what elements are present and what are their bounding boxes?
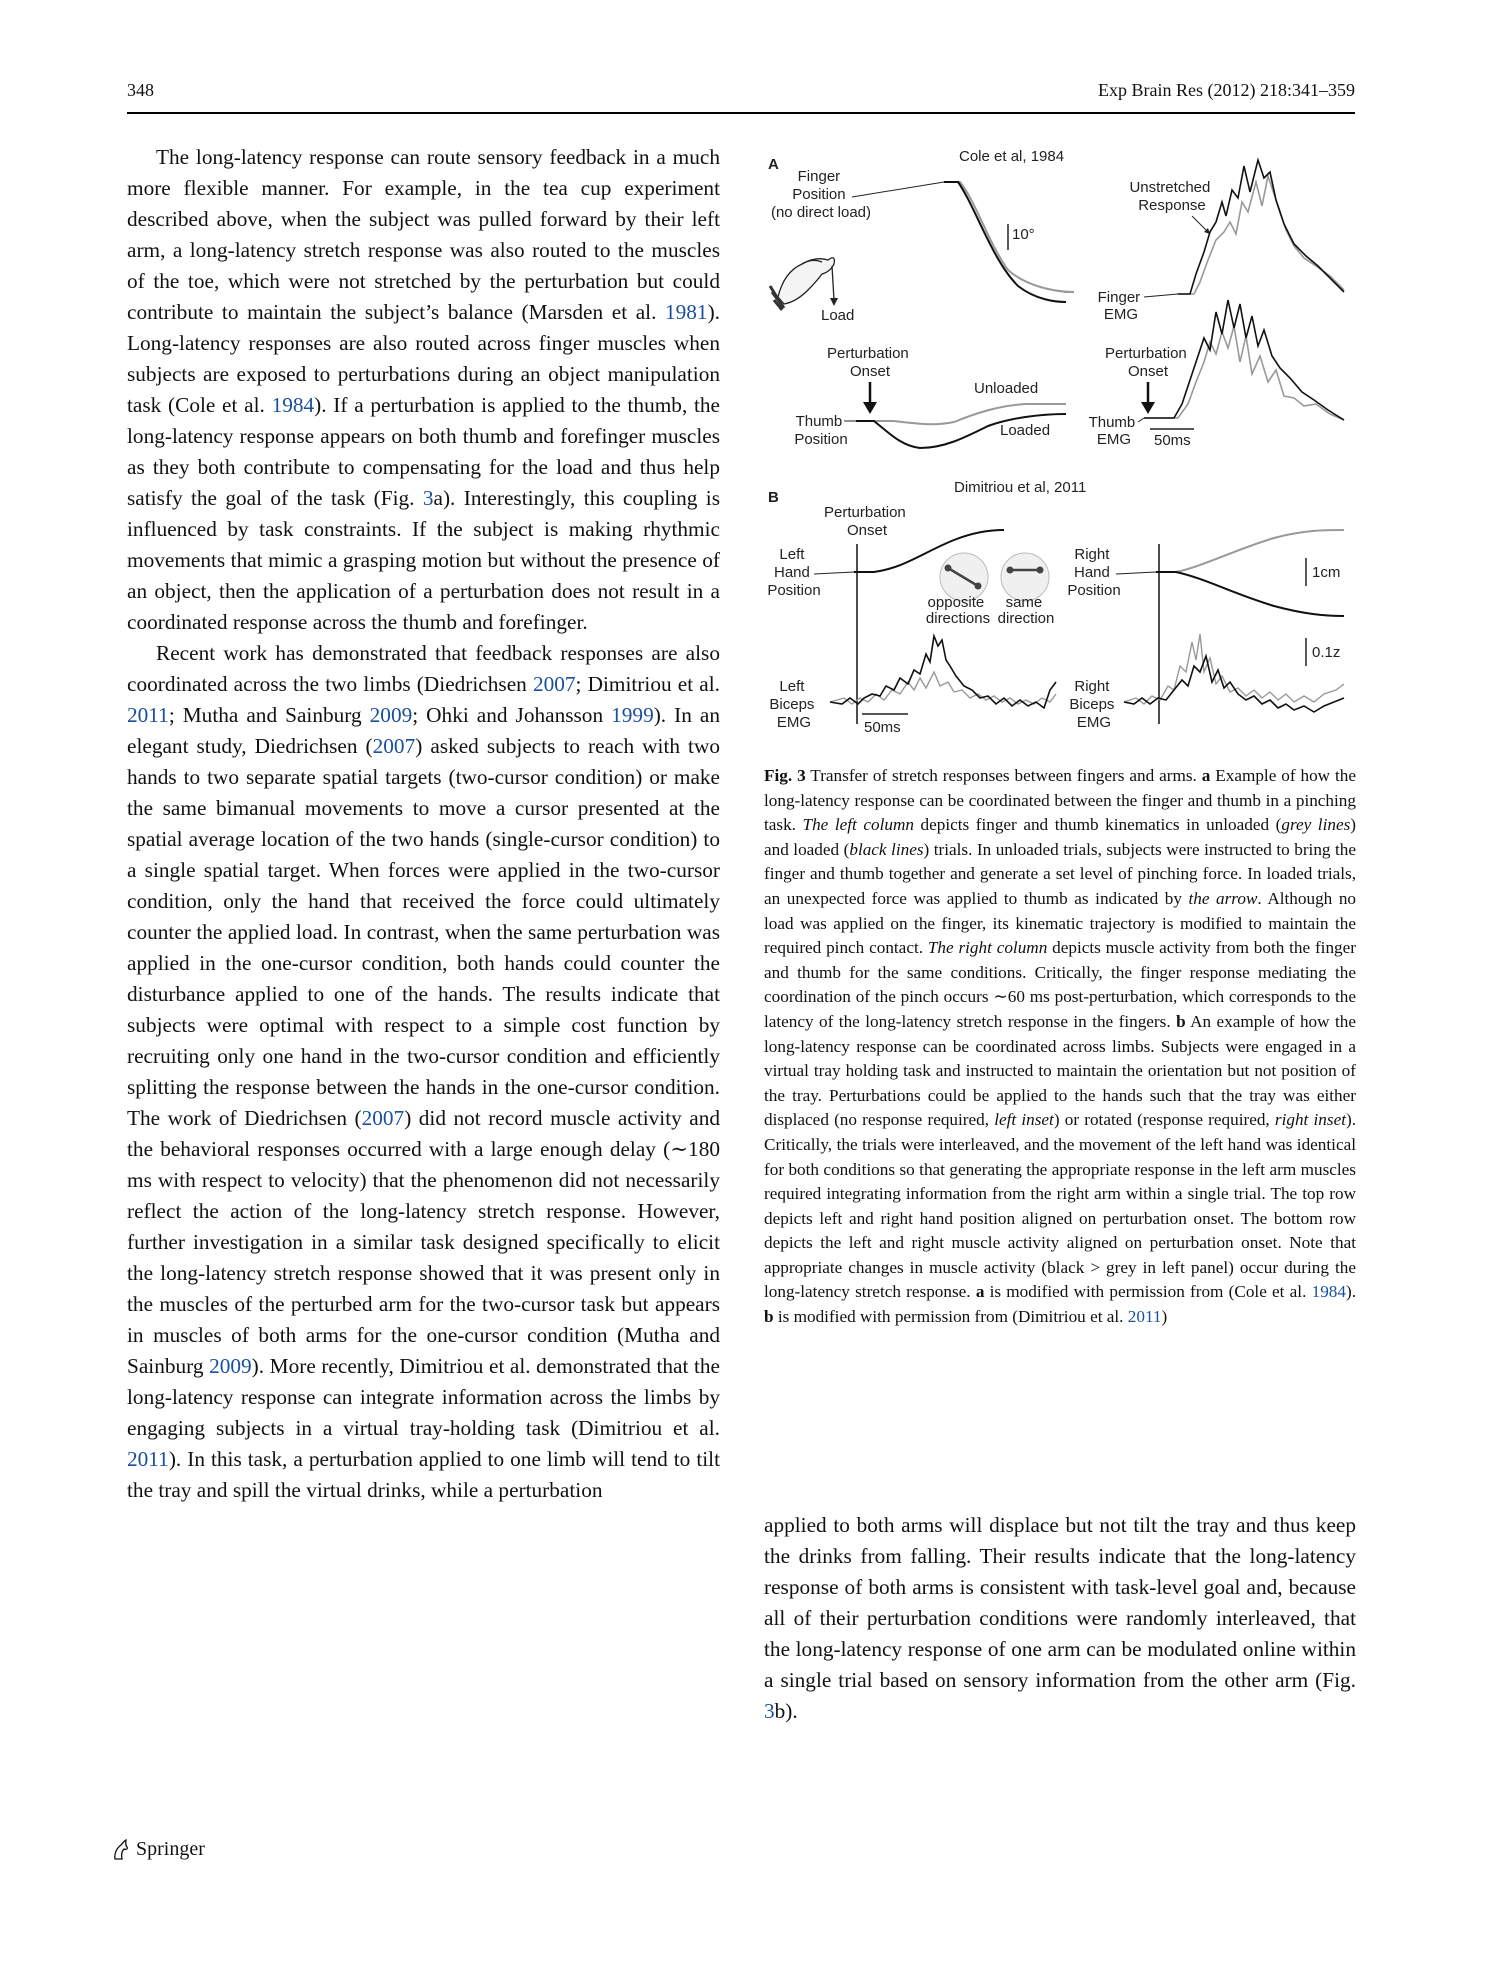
- citation-link[interactable]: 1981: [664, 300, 708, 324]
- caption-run: ) trials. In unloaded trials, subjects were instructed to bring the finger and thumb together and generate a set level of pinching force. In loaded trials, an unexpected force was applied to thumb as indicated by: [764, 839, 1357, 908]
- figure-caption: [764, 764, 1356, 1330]
- thumb-emg-label: [1089, 414, 1140, 448]
- scale-deg-label: 10°: [1012, 226, 1035, 243]
- label-line: direction: [997, 610, 1055, 627]
- text-run: ; Mutha and Sainburg: [168, 703, 370, 727]
- left-biceps-emg-loaded-trace: [830, 636, 1056, 708]
- text-run: b).: [774, 1699, 798, 1723]
- perturbation-onset-label-a-left: [827, 345, 913, 380]
- right-biceps-emg-unloaded-trace: [1124, 634, 1344, 704]
- label-line: Finger: [1097, 289, 1141, 306]
- right-hand-leader: [1116, 572, 1156, 574]
- thumb-emg-unloaded-trace: [1144, 326, 1344, 420]
- publisher-name: Springer: [136, 1838, 205, 1860]
- journal-reference: Exp Brain Res (2012) 218:341–359: [1098, 80, 1355, 100]
- caption-run: The right column: [927, 938, 1048, 958]
- paragraph-continued: [764, 1510, 1356, 1727]
- label-line: same: [1005, 594, 1043, 611]
- label-line: Right: [1074, 546, 1110, 563]
- caption-run: b: [764, 1307, 774, 1327]
- right-hand-position-label: [1067, 546, 1120, 599]
- label-line: Biceps: [769, 696, 815, 713]
- text-run: ) asked subjects to reach with two hands to two separate spatial targets (two-cursor condition) or make the same bimanual movements to move a cursor presented at the spatial average location of the two hands (single-cursor condition) to a single spatial target. When forces were applied in the two-cursor condition, only the hand that received the force could ultimately counter the applied load. In contrast, when the same perturbation was applied in the one-cursor condition, both hands could counter the disturbance applied to one of the hands. The results indicate that subjects were optimal with respect to a simple cost function by recruiting only one hand in the two-cursor condition and efficiently splitting the response between the hands in the one-cursor condition. The work of Diedrichsen (: [127, 734, 720, 1130]
- label-line: EMG: [1096, 431, 1132, 448]
- label-line: Unstretched: [1129, 179, 1211, 196]
- citation-link[interactable]: 2007: [372, 734, 416, 758]
- panel-a-source: Cole et al, 1984: [959, 148, 1065, 165]
- right-biceps-emg-loaded-trace: [1124, 656, 1344, 712]
- text-run: Recent work has demonstrated that feedback responses are also coordinated across the two limbs (Diedrichsen: [127, 641, 720, 696]
- unloaded-label: Unloaded: [974, 380, 1039, 397]
- caption-run: depicts muscle activity from both the finger and thumb for the same conditions. Critically, the finger response mediating the coordination of the pinch occurs ∼60 ms post-perturbation, which corresponds to the latency of the long-latency stretch response in the fingers.: [764, 938, 1356, 1031]
- text-run: ). In an elegant study, Diedrichsen (: [127, 703, 720, 758]
- unstretched-response-label: [1129, 179, 1214, 214]
- citation-link[interactable]: 2007: [361, 1106, 405, 1130]
- caption-run: ). Critically, the trials were interleaved, and the movement of the left hand was identical for both conditions so that generating the appropriate response in the left arm muscles required integrating information from the right arm within a single trial. The top row depicts left and right hand position aligned on perturbation onset. The bottom row depicts the left and right muscle activity aligned on perturbation onset. Note that appropriate changes in muscle activity (black > grey in left panel) occur during the long-latency stretch response.: [764, 1110, 1357, 1302]
- scale-01z-label: 0.1z: [1312, 644, 1341, 661]
- caption-run: black lines: [849, 839, 924, 859]
- citation-link[interactable]: 2011: [127, 1447, 169, 1471]
- label-line: Perturbation: [824, 504, 906, 521]
- label-line: EMG: [776, 714, 812, 731]
- springer-horse-icon: [112, 1839, 130, 1861]
- right-column-text: [764, 1510, 1356, 1727]
- caption-run: b: [1176, 1011, 1186, 1031]
- caption-run: is modified with permission from (Cole et al.: [984, 1282, 1312, 1302]
- caption-run: grey lines: [1281, 815, 1351, 835]
- perturbation-onset-label-a-right: [1105, 345, 1191, 380]
- right-biceps-emg-label: [1069, 678, 1118, 731]
- label-line: Biceps: [1069, 696, 1115, 713]
- caption-run: Fig. 3: [764, 766, 806, 785]
- caption-run: depicts finger and thumb kinematics in unloaded (: [913, 815, 1282, 835]
- left-hand-leader: [814, 572, 854, 574]
- text-run: a). Interestingly, this coupling is influenced by task constraints. If the subject is making rhythmic movements that mimic a grasping motion but without the presence of an object, then the application of a perturbation does not result in a coordinated response across the thumb and forefinger.: [127, 486, 720, 634]
- label-line: Finger: [797, 168, 841, 185]
- text-run: The long-latency response can route sensory feedback in a much more flexible manner. For example, in the tea cup experiment described above, when the subject was pulled forward by their left arm, a long-latency stretch response was also routed to the muscles of the toe, which were not stretched by the perturbation but could contribute to maintain the subject’s balance (Marsden et al.: [127, 145, 720, 324]
- caption-run: left inset: [994, 1110, 1054, 1130]
- citation-link[interactable]: 2007: [532, 672, 576, 696]
- panel-b-source: Dimitriou et al, 2011: [954, 479, 1087, 496]
- perturbation-arrowhead-a-right: [1141, 402, 1155, 414]
- perturbation-arrowhead-a-left: [863, 402, 877, 414]
- label-line: EMG: [1103, 306, 1139, 323]
- label-line: Position: [792, 186, 846, 203]
- scale-50ms-label-b: 50ms: [864, 719, 901, 736]
- left-hand-position-label: [767, 546, 820, 599]
- label-line: Perturbation: [827, 345, 909, 362]
- citation-link[interactable]: 2011: [1127, 1307, 1162, 1327]
- label-line: Thumb: [1088, 414, 1136, 431]
- footer: [112, 1838, 205, 1861]
- citation-link[interactable]: 1984: [1311, 1282, 1346, 1302]
- text-run: ; Dimitriou et al.: [575, 672, 720, 696]
- text-run: ). If a perturbation is applied to the thumb, the long-latency response appears on both thumb and forefinger muscles as they both contribute to compensating for the load and thus help satisfy the goal of the task (Fig.: [127, 393, 720, 510]
- finger-position-label: [771, 168, 871, 221]
- thumb-position-label: [794, 413, 847, 448]
- caption-run: ): [1161, 1307, 1168, 1327]
- finger-emg-leader: [1144, 294, 1178, 297]
- citation-link[interactable]: 2009: [369, 703, 413, 727]
- label-line: Onset: [846, 522, 888, 539]
- label-line: Left: [779, 678, 805, 695]
- scale-50ms-label-a: 50ms: [1154, 432, 1191, 449]
- caption-run: ) and loaded (: [764, 815, 1357, 859]
- caption-run: The left column: [802, 815, 914, 835]
- label-line: Position: [794, 431, 848, 448]
- text-run: ). Long-latency responses are also routed across finger muscles when subjects are exposed to perturbations during an object manipulation task (Cole et al.: [127, 300, 720, 417]
- caption-run: is modified with permission from (Dimitriou et al.: [773, 1307, 1128, 1327]
- label-line: (no direct load): [770, 204, 872, 221]
- perturbation-onset-label-b: [824, 504, 910, 539]
- caption-run: Transfer of stretch responses between fingers and arms.: [805, 766, 1202, 785]
- finger-position-leader: [852, 182, 944, 197]
- label-line: Onset: [1127, 363, 1169, 380]
- caption-run: ).: [1345, 1282, 1356, 1302]
- same-direction-label: [998, 594, 1055, 627]
- text-run: applied to both arms will displace but not tilt the tray and thus keep the drinks from falling. Their results indicate that the long-latency response of both arms is consistent with task-level goal and, because all of their perturbation conditions were randomly interleaved, that the long-latency response of one arm can be modulated online within a single trial based on sensory information from the other arm (Fig.: [764, 1513, 1356, 1692]
- label-line: Hand: [1073, 564, 1110, 581]
- figure-link[interactable]: 3: [422, 486, 434, 510]
- label-line: Thumb: [795, 413, 843, 430]
- citation-link[interactable]: 2011: [127, 703, 169, 727]
- label-line: Position: [1067, 582, 1121, 599]
- citation-link[interactable]: 2009: [209, 1354, 252, 1378]
- label-line: Position: [767, 582, 821, 599]
- hand-pinch-illustration: [770, 258, 838, 310]
- figure-3: [764, 142, 1356, 742]
- panel-b-label: B: [768, 489, 779, 506]
- label-line: EMG: [1076, 714, 1112, 731]
- label-line: Left: [779, 546, 805, 563]
- citation-link[interactable]: 1999: [611, 703, 654, 727]
- finger-emg-label: [1098, 289, 1145, 323]
- paragraph-2: [127, 638, 720, 1506]
- scale-1cm-label: 1cm: [1312, 564, 1341, 581]
- label-line: Perturbation: [1105, 345, 1187, 362]
- paragraph-1: [127, 142, 720, 638]
- caption-run: . Although no load was applied on the finger, its kinematic trajectory is modified to maintain the required pinch contact.: [764, 888, 1357, 958]
- caption-run: the arrow: [1188, 888, 1258, 908]
- caption-paragraph: [764, 764, 1356, 1330]
- figure-3-svg: [764, 142, 1356, 742]
- load-label: Load: [821, 307, 855, 324]
- text-run: ) did not record muscle activity and the behavioral responses occurred with a large enough delay (∼180 ms with respect to velocity) that the phenomenon did not necessarily reflect the action of the long-latency stretch response. However, further investigation in a similar task designed specifically to elicit the long-latency stretch response showed that it was present only in the muscles of the perturbed arm for the two-cursor task but appears in muscles of both arms for the one-cursor condition (Mutha and Sainburg: [127, 1106, 721, 1378]
- citation-link[interactable]: 1984: [271, 393, 315, 417]
- caption-run: right inset: [1274, 1110, 1346, 1130]
- left-column: [127, 142, 720, 1506]
- label-line: Response: [1138, 197, 1206, 214]
- label-line: directions: [925, 610, 991, 627]
- loaded-label: Loaded: [1000, 422, 1051, 439]
- label-line: Onset: [849, 363, 891, 380]
- text-run: ; Ohki and Johansson: [412, 703, 612, 727]
- caption-run: a: [975, 1282, 985, 1302]
- text-run: ). More recently, Dimitriou et al. demonstrated that the long-latency response can integrate information across the limbs by engaging subjects in a virtual tray-holding task (Dimitriou et al.: [127, 1354, 720, 1440]
- opposite-directions-label: [926, 594, 990, 627]
- text-run: ). In this task, a perturbation applied to one limb will tend to tilt the tray and spill the virtual drinks, while a perturbation: [127, 1447, 720, 1502]
- label-line: Hand: [773, 564, 810, 581]
- label-line: opposite: [927, 594, 985, 611]
- figure-link[interactable]: 3: [764, 1699, 775, 1723]
- panel-a-label: A: [768, 156, 779, 173]
- caption-run: a: [1201, 766, 1211, 785]
- header-rule: [127, 112, 1355, 114]
- page-number: 348: [127, 80, 154, 100]
- caption-run: An example of how the long-latency response can be coordinated across limbs. Subjects were engaged in a virtual tray holding task and instructed to maintain the orientation but not position of the tray. Perturbations could be applied to the hands such that the tray was either displaced (no response required,: [764, 1011, 1356, 1130]
- label-line: Right: [1074, 678, 1110, 695]
- left-biceps-emg-label: [769, 678, 818, 731]
- caption-run: ) or rotated (response required,: [1053, 1110, 1275, 1130]
- finger-position-loaded-trace: [944, 182, 1066, 302]
- caption-run: Example of how the long-latency response can be coordinated between the finger and thumb in a pinching task.: [764, 766, 1356, 835]
